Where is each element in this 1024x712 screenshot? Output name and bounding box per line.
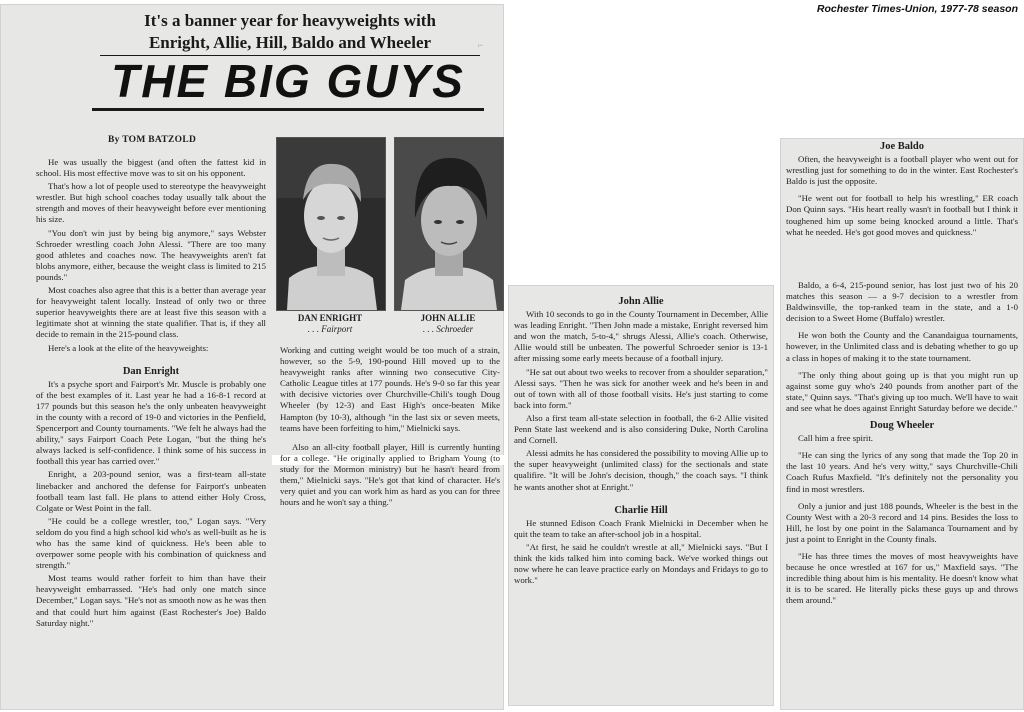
page-title: THE BIG GUYS [111, 55, 465, 107]
paragraph: Most teams would rather forfeit to him than have their heavyweight embarrassed. "He's had only one match since December," Logan says. "He's not as smooth now as he was then and that could hurt him against (East Rochester's Joe) Baldo Saturday night." [36, 573, 266, 628]
photo-caption-name: DAN ENRIGHT [297, 313, 363, 323]
paper-mark: ⌐ [478, 40, 484, 50]
paragraph: It's a psyche sport and Fairport's Mr. Muscle is probably one of the best examples of it. Last year he had a 16-8-1 record at 177 pounds but this season he's the only unbeaten heavyweight in the county with a record of 19-0 and victories in the Penfield, Spencerport and County tournaments. "We felt he always had the ability," says Fairport Coach Pete Logan, "but the thing he's always lacked is self-confidence. I think some of his success in football this year has carried over." [36, 378, 266, 467]
photo-caption-name: JOHN ALLIE [420, 313, 476, 323]
paragraph: Also a first team all-state selection in football, the 6-2 Allie visited Penn State last weekend and is also considering Duke, North Carolina and Cornell. [514, 412, 768, 446]
section-heading-joe-baldo: Joe Baldo [879, 141, 925, 152]
page-caption: Rochester Times-Union, 1977-78 season [816, 3, 1018, 15]
column-4 [786, 141, 1018, 240]
photo-caption-dan-enright [276, 313, 384, 335]
paragraph: "He can sing the lyrics of any song that made the Top 20 in the last 10 years. And he's very witty," says Churchville-Chili Coach Rufus Maxfield. "It's definitely not the personality you find in most wrestlers. [786, 450, 1018, 494]
paragraph: Most coaches also agree that this is a better than average year for heavyweight talent locally. Instead of only two or three superior heavyweights there are at least five this season with a legitimate shot at winning the state qualifier. That is, if they all decide to remain in the 215-pound class. [36, 285, 266, 340]
paragraph: "He has three times the moves of most heavyweights have because he once wrestled at 167 for us," Maxfield says. "The incredible thing about him is his mentality. He doesn't know what it is to be scared. He literally picks these guys up and throws them around." [786, 550, 1018, 606]
section-heading-charlie-hill: Charlie Hill [614, 504, 668, 516]
section-heading-doug-wheeler: Doug Wheeler [869, 420, 935, 432]
paragraph: With 10 seconds to go in the County Tournament in December, Allie was leading Enright. "Then John made a mistake, Enright reversed him and won the match, 5-to-4," shrugs Alessi, Allie's coach. Otherwise, Allie would still be unbeaten. The powerful Schroeder senior is 13-1 after missing some early meets because of a football injury. [514, 309, 768, 364]
paragraph: "He sat out about two weeks to recover from a shoulder separation," Alessi says. "Then he was sick for another week and he's been in and out of town with all of those football visits. He's just starting to come back into form." [514, 366, 768, 410]
paragraph: "He went out for football to help his wrestling," ER coach Don Quinn says. "His heart really wasn't in football but I think it toughened him up some being knocked around a little. That's what he needed. He's got good moves and quickness." [786, 193, 1018, 237]
paragraph: "At first, he said he couldn't wrestle at all," Mielnicki says. "But I think the kids talked him into coming back. We've worked things out now where he can leave practice early on Mondays and Fridays to go to work." [514, 541, 768, 586]
photo-john-allie [394, 137, 504, 311]
paragraph: Call him a free spirit. [798, 433, 873, 444]
paragraph: Only a junior and just 188 pounds, Wheeler is the best in the County West with a 20-3 record and 14 pins. Besides the loss to Hill, he lost by one point in the Salamanca Tournament and by just a point to Enright in the County finals. [786, 500, 1018, 544]
column-5 [786, 280, 1018, 608]
photo-caption-school: . . . Fairport [307, 324, 353, 334]
paragraph: Often, the heavyweight is a football player who went out for wrestling just for something to do in the winter. East Rochester's Baldo is just the opposite. [786, 154, 1018, 187]
paragraph: He stunned Edison Coach Frank Mielnicki in December when he quit the team to take an after-school job in a hospital. [514, 517, 768, 539]
photo-caption-john-allie [394, 313, 502, 335]
paragraph: He was usually the biggest (and often the fattest kid in school. His most effective move was to sit on his opponent. [36, 157, 266, 179]
section-heading-dan-enright: Dan Enright [122, 365, 180, 377]
paragraph: That's how a lot of people used to stereotype the heavyweight wrestler. But high school coaches today usually talk about the strength and moves of their heavyweight before ever mentioning his size. [36, 181, 266, 225]
paragraph: "He could be a college wrestler, too," Logan says. "Very seldom do you find a high school kid who's as well-built as he is who has the same kind of quickness. He's been able to overpower some people with his combination of quickness and strength." [36, 515, 266, 571]
photo-caption-school: . . . Schroeder [422, 324, 474, 334]
paragraph: "The only thing about going up is that you might run up against some guy who's 240 pounds from another part of the state," Quinn says. "That's giving up too much. We'll have to wait and see what he does against Enright Saturday before we decide." [786, 369, 1018, 413]
byline: By TOM BATZOLD [108, 135, 197, 145]
title-rule-bottom [92, 108, 484, 111]
column-1 [36, 157, 266, 631]
column-3 [514, 292, 768, 588]
headline-line-2: Enright, Allie, Hill, Baldo and Wheeler [148, 33, 432, 52]
section-heading-john-allie: John Allie [618, 296, 664, 307]
paragraph: Baldo, a 6-4, 215-pound senior, has lost just two of his 20 matches this season — a 9-7 decision to a wrestler from Baldwinsville, the top-ranked team in the state, and a 1-0 decision to a Sweet Home (Buffalo) wrestler. [786, 280, 1018, 324]
headline-line-1: It's a banner year for heavyweights with [144, 11, 436, 30]
paragraph: Alessi admits he has considered the possibility to moving Allie up to the super heavyweight (unlimited class) for the sectionals and state qualifire. "It will be John's decision, though," the coach says. "I think he wants another shot at Enright." [514, 448, 768, 492]
paragraph: Also an all-city football player, Hill is currently hunting for a college. "He originally applied to Brigham Young (to study for the Mormon ministry) but he hasn't heard from them," Mielnicki says. "He's got that kind of character. He's very quiet and you can work him as hard as you can for three hours and he won't say a thing." [280, 441, 500, 508]
paragraph: He won both the County and the Canandaigua tournaments, however, in the Unlimited class and is debating whether to go up a class in hopes of making it to the state tournament. [786, 330, 1018, 363]
paragraph: Enright, a 203-pound senior, was a first-team all-state linebacker and anchored the defense for Fairport's unbeaten football team last fall. He plans to attend either Holy Cross, Colgate or West Point in the fall. [36, 469, 266, 513]
paragraph: Here's a look at the elite of the heavyweights: [48, 342, 209, 353]
photo-dan-enright [276, 137, 386, 311]
column-2 [280, 345, 500, 510]
paragraph: "You don't win just by being big anymore," says Webster Schroeder wrestling coach John Alessi. "There are too many good athletes and coaches now. The heavyweights aren't fat blobs anymore, either, because the weight class is limited to 215 pounds." [36, 227, 266, 282]
paragraph: Working and cutting weight would be too much of a strain, however, so the 5-9, 190-pound Hill moved up to the heavyweight ranks after winning two consecutive City-Catholic League titles at 177 pounds. He's 9-0 so far this year with decisive victories over Churchville-Chili's tough Doug Wheeler (by 12-3) and East High's once-beaten Mike Hampton (by 10-3), although "in the last six or seven meets, teams have been forfeiting to him," Mielnicki says. [280, 345, 500, 433]
